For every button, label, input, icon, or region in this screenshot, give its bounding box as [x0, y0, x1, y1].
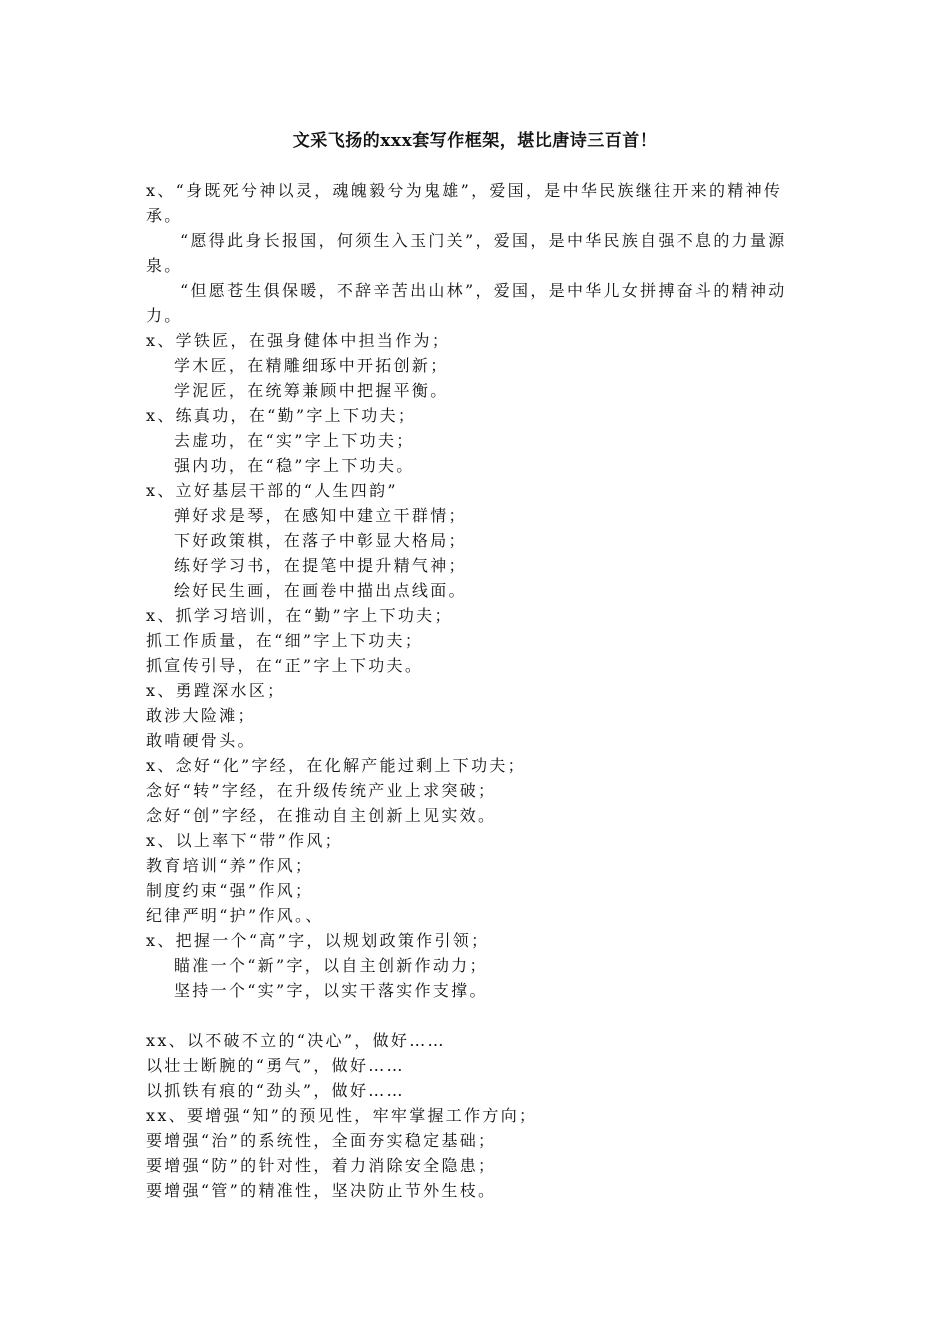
paragraph-line: 坚持一个“实”字，以实干落实作支撑。: [174, 981, 488, 1000]
paragraph-line: 抓宣传引导，在“正”字上下功夫。: [146, 656, 424, 675]
paragraph-line: 念好“创”字经，在推动自主创新上见实效。: [146, 806, 497, 825]
paragraph-line: 学泥匠，在统筹兼顾中把握平衡。: [174, 381, 449, 400]
paragraph-line: 练好学习书，在提笔中提升精气神；: [174, 556, 467, 575]
paragraph-line: “愿得此身长报国，何须生入玉门关”，爱国，是中华民族自强不息的力量源泉。: [146, 231, 787, 275]
paragraph-line: x、学铁匠，在强身健体中担当作为；: [146, 331, 451, 350]
paragraph-line: x、抓学习培训，在“勤”字上下功夫；: [146, 606, 453, 625]
blank-line: [146, 1003, 806, 1028]
paragraph-line: x、把握一个“高”字，以规划政策作引领；: [146, 931, 490, 950]
paragraph-line: x、“身既死兮神以灵，魂魄毅兮为鬼雄”，爱国，是中华民族继往开来的精神传承。: [146, 181, 783, 225]
paragraph-line: x、勇蹚深水区；: [146, 681, 286, 700]
paragraph-line: 制度约束“强”作风；: [146, 881, 314, 900]
paragraph-line: 抓工作质量，在“细”字上下功夫；: [146, 631, 424, 650]
paragraph-line: 敢啃硬骨头。: [146, 731, 256, 750]
paragraph-line: x、立好基层干部的“人生四韵”: [146, 481, 398, 500]
paragraph-line: “但愿苍生俱保暖，不辞辛苦出山林”，爱国，是中华儿女拼搏奋斗的精神动力。: [146, 281, 787, 325]
paragraph-line: 以壮士断腕的“勇气”，做好……: [146, 1056, 405, 1075]
paragraph-line: 敢涉大险滩；: [146, 706, 256, 725]
paragraph-line: 学木匠，在精雕细琢中开拓创新；: [174, 356, 449, 375]
paragraph-line: 强内功，在“稳”字上下功夫。: [174, 456, 415, 475]
document-body: [146, 178, 806, 1203]
paragraph-line: 下好政策棋，在落子中彰显大格局；: [174, 531, 467, 550]
paragraph-line: 弹好求是琴，在感知中建立干群情；: [174, 506, 467, 525]
paragraph-line: x、念好“化”字经，在化解产能过剩上下功夫；: [146, 756, 526, 775]
paragraph-line: 以抓铁有痕的“劲头”，做好……: [146, 1081, 405, 1100]
paragraph-line: 绘好民生画，在画卷中描出点线面。: [174, 581, 467, 600]
paragraph-line: 纪律严明“护”作风。、: [146, 906, 324, 925]
document-title: 文采飞扬的xxx套写作框架，堪比唐诗三百首！: [292, 131, 658, 151]
paragraph-line: 去虚功，在“实”字上下功夫；: [174, 431, 415, 450]
paragraph-line: xx、以不破不立的“决心”，做好……: [146, 1031, 446, 1050]
paragraph-line: 要增强“防”的针对性，着力消除安全隐患；: [146, 1156, 497, 1175]
paragraph-line: x、练真功，在“勤”字上下功夫；: [146, 406, 417, 425]
paragraph-line: 瞄准一个“新”字，以自主创新作动力；: [174, 956, 488, 975]
paragraph-line: 念好“转”字经，在升级传统产业上求突破；: [146, 781, 497, 800]
paragraph-line: 要增强“治”的系统性，全面夯实稳定基础；: [146, 1131, 497, 1150]
paragraph-line: 要增强“管”的精准性，坚决防止节外生枝。: [146, 1181, 497, 1200]
paragraph-line: 教育培训“养”作风；: [146, 856, 314, 875]
paragraph-line: x、以上率下“带”作风；: [146, 831, 343, 850]
paragraph-line: xx、要增强“知”的预见性，牢牢掌握工作方向；: [146, 1106, 538, 1125]
